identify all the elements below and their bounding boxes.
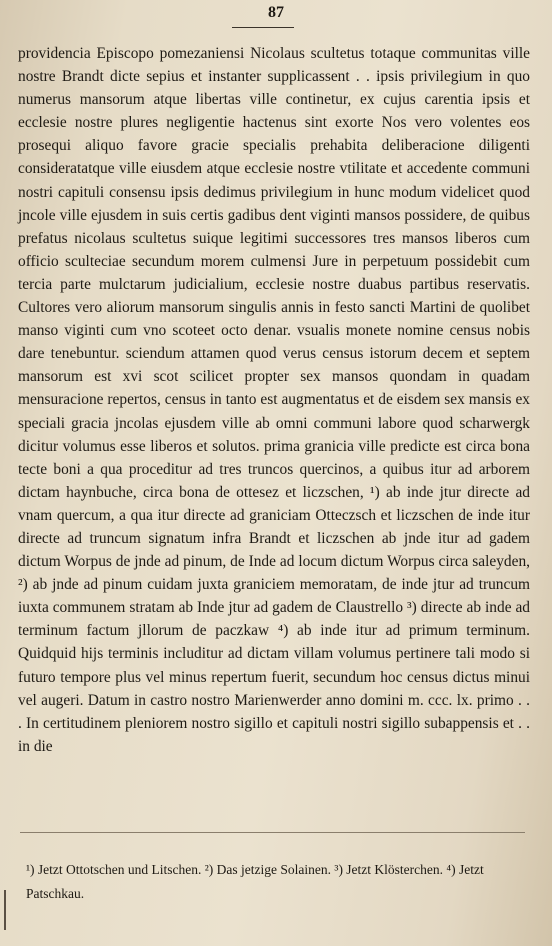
footnote-separator [20,832,525,833]
margin-mark [4,890,6,930]
body-text: providencia Episcopo pomezaniensi Nicolaus scultetus totaque communitas ville nostre Brandt dicte sepius et instanter supplicassent . . ipsis privilegium in quo numerus mansorum atque libertas ville continetur, ex cujus carentia ipsis et ecclesie nostre plures negligentie hactenus sint exorte Nos vero volentes eos prosequi aliquo favore gracie specialis prehabita deliberacione diligenti consideratatque ville eiusdem atque ecclesie nostre vtilitate et accedente communi nostri capituli consensu ipsis dedimus privilegium in hunc modum videlicet quod jncole ville ejusdem in suis certis gadibus dent viginti mansos possidere, de quibus prefatus nicolaus scultetus suique legitimi successores tres mansos liberos cum officio sculteciae secundum morem culmensi Jure in perpetuum possidebit cum tercia parte mulctarum judicialium, ecclesie nostre duabus partibus reservatis. Cultores vero aliorum mansorum singulis annis in festo sancti Martini de quolibet manso viginti cum vno scoteet octo denar. vsualis monete nomine census nobis dare tenebuntur. sciendum attamen quod verus census istorum decem et septem mansorum est xvi scot scilicet propter sex mansos quondam in quadam mensuracione repertos, census in tanto est augmentatus et de eisdem sex mansis ex speciali gracia jncolas ejusdem ville ab omni communi labore quod scharwergk dicitur volumus esse liberos et solutos. prima granicia ville predicte est circa bona tecte boni a qua proceditur ad tres truncos quercinos, a quibus itur ad arborem dictam haynbuche, circa bona de ottesez et liczschen, ¹) ab inde jtur directe ad vnam quercum, a qua itur directe ad graniciam Otteczsch et liczschen de inde itur directe ad truncum signatum infra Brandt et liczschen ab jnde itur ad gadem dictum Worpus de jnde ad pinum, de Inde ad locum dictum Worpus circa saleyden, ²) ab jnde ad pinum cuidam juxta graniciem memoratam, de inde jtur ad truncum iuxta communem stratam ab Inde jtur ad gadem de Claustrello ³) directe ab inde ad terminum factum jllorum de paczkaw ⁴) ab inde itur ad primum terminum. Quidquid hijs terminis includitur ad dictam villam volumus pertinere tali modo si futuro tempore plus vel minus repertum fuerit, secundum hoc census dictus minui vel augeri. Datum in castro nostro Marienwerder anno domini m. ccc. lx. primo . . . In certitudinem pleniorem nostro sigillo et capituli nostri sigillo subappensis et . . in die [18,45,530,755]
page-number: 87 [268,4,284,21]
footnotes: ¹) Jetzt Ottotschen und Litschen. ²) Das jetzige Solainen. ³) Jetzt Klösterchen. ⁴) Jetzt Patschkau. [26,862,484,901]
header-rule [232,27,294,28]
